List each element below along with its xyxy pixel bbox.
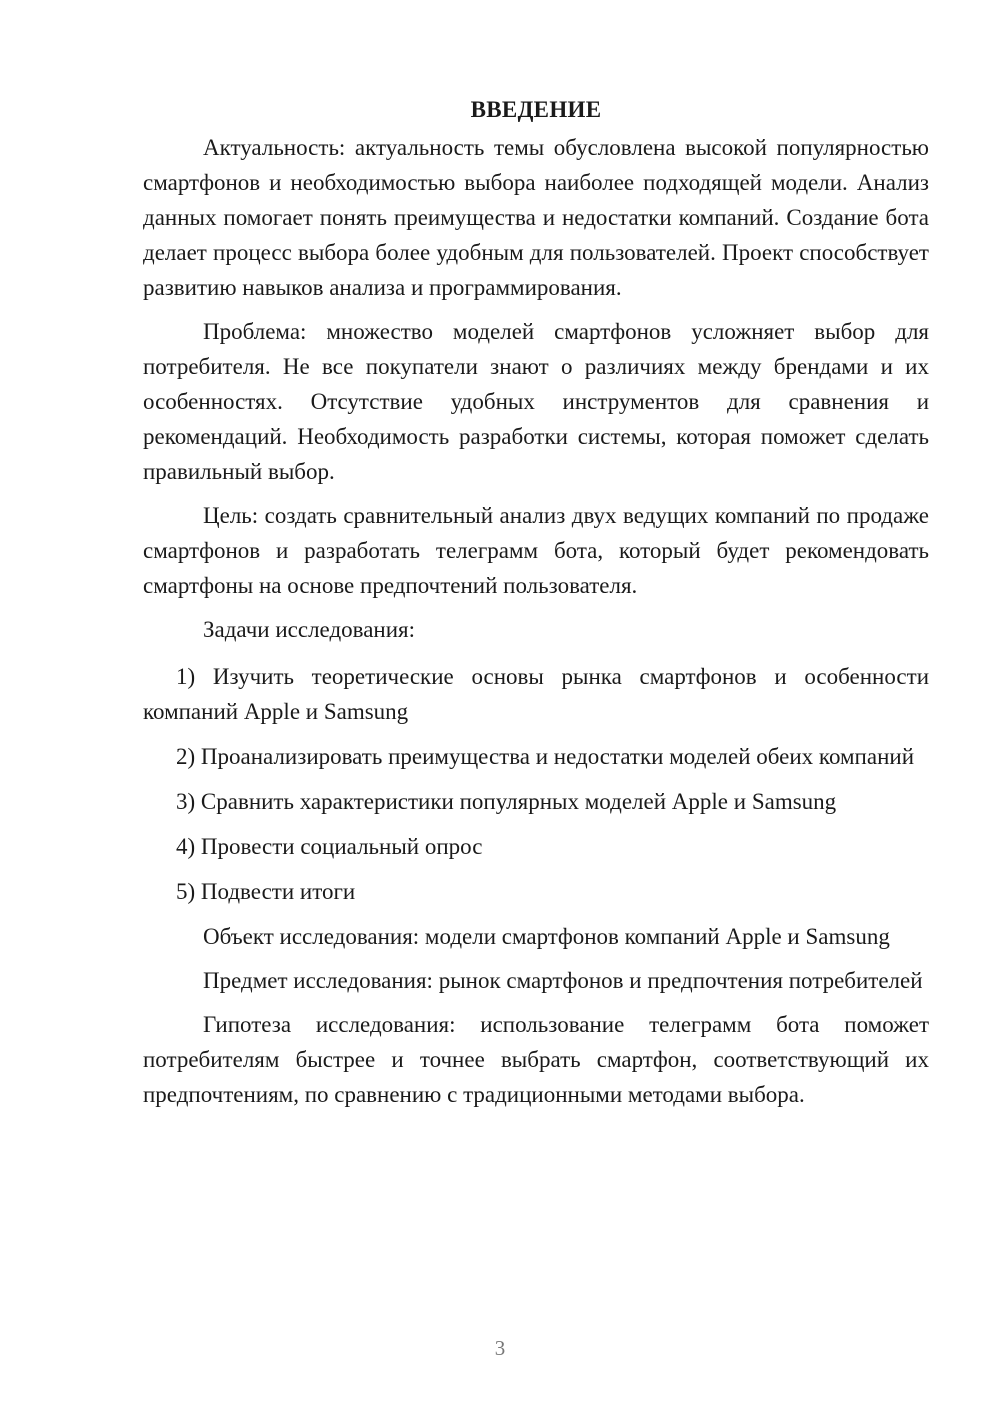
list-item: 4) Провести социальный опрос — [176, 834, 483, 859]
paragraph-tasks-heading: Задачи исследования: — [203, 617, 416, 642]
document-page — [143, 92, 929, 1121]
paragraph-problem: Проблема: множество моделей смартфонов усложняет выбор для потребителя. Не все покупатели знают о различиях между брендами и их особенностях. Отсутствие удобных инструментов для сравнения и рекомендаций. Необходимость разработки системы, которая поможет сделать правильный выбор. — [143, 319, 929, 484]
paragraph-object: Объект исследования: модели смартфонов компаний Apple и Samsung — [203, 924, 890, 949]
section-heading: ВВЕДЕНИЕ — [470, 97, 602, 122]
paragraph-hypothesis: Гипотеза исследования: использование телеграмм бота поможет потребителям быстрее и точнее выбрать смартфон, соответствующий их предпочтениям, по сравнению с традиционными методами выбора. — [143, 1012, 929, 1107]
page-number: 3 — [494, 1336, 506, 1360]
list-item: 5) Подвести итоги — [176, 879, 356, 904]
list-item: 1) Изучить теоретические основы рынка смартфонов и особенности компаний Apple и Samsung — [143, 664, 929, 724]
tasks-list — [143, 659, 929, 909]
paragraph-goal: Цель: создать сравнительный анализ двух ведущих компаний по продаже смартфонов и разработать телеграмм бота, который будет рекомендовать смартфоны на основе предпочтений пользователя. — [143, 503, 929, 598]
paragraph-relevance: Актуальность: актуальность темы обусловлена высокой популярностью смартфонов и необходимостью выбора наиболее подходящей модели. Анализ данных помогает понять преимущества и недостатки компаний. Создание бота делает процесс выбора более удобным для пользователей. Проект способствует развитию навыков анализа и программирования. — [143, 135, 929, 300]
list-item: 2) Проанализировать преимущества и недостатки моделей обеих компаний — [176, 744, 914, 769]
list-item: 3) Сравнить характеристики популярных моделей Apple и Samsung — [176, 789, 837, 814]
paragraph-subject: Предмет исследования: рынок смартфонов и предпочтения потребителей — [203, 968, 923, 993]
